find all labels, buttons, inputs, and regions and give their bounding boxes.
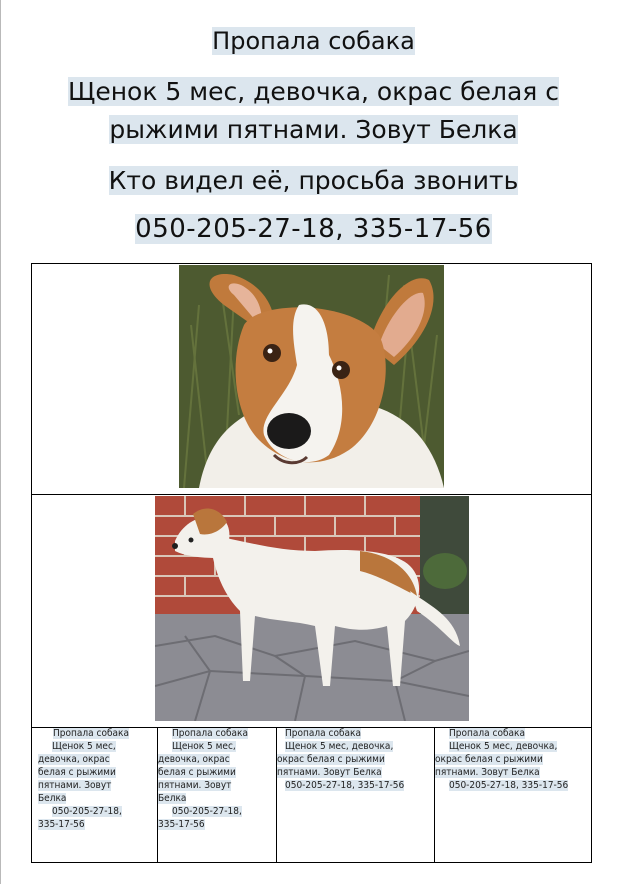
tab-title: Пропала собака — [285, 728, 361, 739]
tab-line: Щенок 5 мес, девочка, — [449, 741, 558, 752]
poster-phone-numbers: 050-205-27-18, 335-17-56 — [135, 214, 492, 244]
tab-line: белая с рыжими — [158, 767, 236, 778]
tab-line: пятнами. Зовут Белка — [277, 767, 382, 778]
tab-title: Пропала собака — [53, 728, 129, 739]
tab-line: белая с рыжими — [38, 767, 116, 778]
tab-line: Щенок 5 мес, — [52, 741, 116, 752]
tab-phone: 050-205-27-18, 335-17-56 — [285, 780, 405, 791]
tab-line: пятнами. Зовут — [158, 780, 232, 791]
tab-line: Щенок 5 мес, — [172, 741, 236, 752]
tear-off-tab-2 — [158, 727, 275, 831]
tab-line: пятнами. Зовут — [38, 780, 112, 791]
tab-phone: 050-205-27-18, — [52, 806, 122, 817]
dog-full-body-photo — [155, 496, 469, 721]
tab-title: Пропала собака — [449, 728, 525, 739]
tab-phone: 335-17-56 — [158, 819, 205, 830]
tab-line: Белка — [38, 793, 67, 804]
tab-title: Пропала собака — [172, 728, 248, 739]
tab-line: окрас белая с рыжими — [277, 754, 385, 765]
tear-off-tab-4 — [435, 727, 591, 792]
tab-line: девочка, окрас — [38, 754, 110, 765]
tab-line: окрас белая с рыжими — [435, 754, 543, 765]
tab-phone: 050-205-27-18, — [172, 806, 242, 817]
tab-phone: 050-205-27-18, 335-17-56 — [449, 780, 569, 791]
tab-line: Щенок 5 мес, девочка, — [285, 741, 394, 752]
tab-line: пятнами. Зовут Белка — [435, 767, 540, 778]
dog-head-photo — [179, 265, 444, 488]
poster-description-line-2: рыжими пятнами. Зовут Белка — [109, 115, 518, 144]
poster-description-line-1: Щенок 5 мес, девочка, окрас белая с — [67, 77, 560, 106]
poster-call-to-action: Кто видел её, просьба звонить — [108, 166, 519, 195]
tear-off-tab-1 — [38, 727, 156, 831]
tab-phone: 335-17-56 — [38, 819, 85, 830]
tab-line: девочка, окрас — [158, 754, 230, 765]
poster-title: Пропала собака — [212, 27, 415, 55]
tab-line: Белка — [158, 793, 187, 804]
tear-off-tab-3 — [277, 727, 433, 792]
